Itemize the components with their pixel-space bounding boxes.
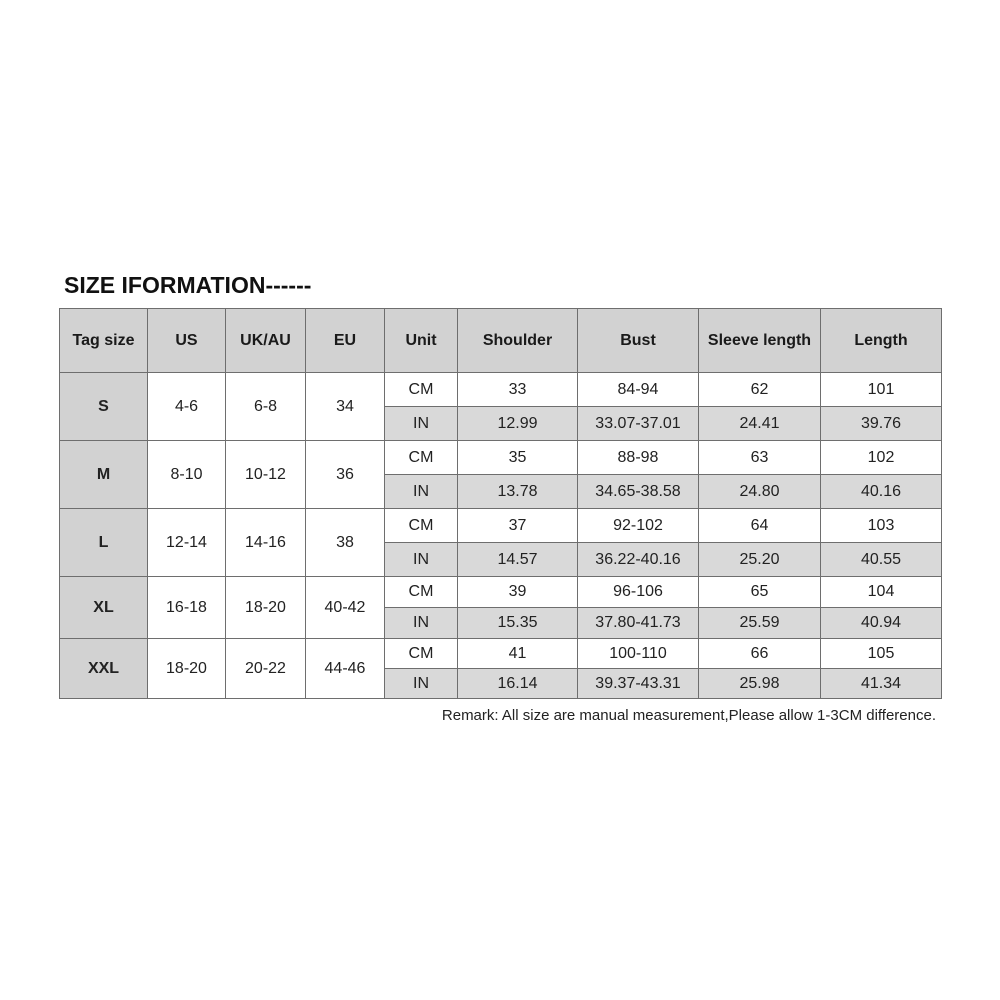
- shoulder-cell: 41: [458, 639, 578, 669]
- header-bust: Bust: [578, 309, 699, 373]
- length-cell: 103: [821, 509, 942, 543]
- tag-size-cell: S: [60, 373, 148, 441]
- sleeve-length-cell: 25.98: [699, 669, 821, 699]
- unit-cell: IN: [385, 669, 458, 699]
- header-uk-au: UK/AU: [226, 309, 306, 373]
- shoulder-cell: 14.57: [458, 543, 578, 577]
- uk-au-cell: 18-20: [226, 577, 306, 639]
- remark-note: Remark: All size are manual measurement,Please allow 1-3CM difference.: [441, 707, 936, 724]
- table-row: [60, 577, 942, 608]
- tag-size-cell: L: [60, 509, 148, 577]
- uk-au-cell: 6-8: [226, 373, 306, 441]
- length-cell: 105: [821, 639, 942, 669]
- us-cell: 4-6: [148, 373, 226, 441]
- table-row: [60, 509, 942, 543]
- length-cell: 101: [821, 373, 942, 407]
- shoulder-cell: 33: [458, 373, 578, 407]
- page-title: SIZE IFORMATION------: [64, 272, 312, 298]
- unit-cell: CM: [385, 373, 458, 407]
- unit-cell: CM: [385, 509, 458, 543]
- shoulder-cell: 13.78: [458, 475, 578, 509]
- unit-cell: CM: [385, 441, 458, 475]
- eu-cell: 38: [306, 509, 385, 577]
- us-cell: 12-14: [148, 509, 226, 577]
- us-cell: 16-18: [148, 577, 226, 639]
- us-cell: 18-20: [148, 639, 226, 699]
- shoulder-cell: 35: [458, 441, 578, 475]
- tag-size-cell: M: [60, 441, 148, 509]
- eu-cell: 44-46: [306, 639, 385, 699]
- shoulder-cell: 15.35: [458, 608, 578, 639]
- shoulder-cell: 16.14: [458, 669, 578, 699]
- header-length: Length: [821, 309, 942, 373]
- uk-au-cell: 14-16: [226, 509, 306, 577]
- bust-cell: 100-110: [578, 639, 699, 669]
- tag-size-cell: XL: [60, 577, 148, 639]
- table-row: [60, 441, 942, 475]
- unit-cell: IN: [385, 407, 458, 441]
- bust-cell: 39.37-43.31: [578, 669, 699, 699]
- length-cell: 40.55: [821, 543, 942, 577]
- sleeve-length-cell: 65: [699, 577, 821, 608]
- shoulder-cell: 39: [458, 577, 578, 608]
- unit-cell: IN: [385, 475, 458, 509]
- sleeve-length-cell: 25.59: [699, 608, 821, 639]
- sleeve-length-cell: 64: [699, 509, 821, 543]
- uk-au-cell: 20-22: [226, 639, 306, 699]
- table-row: [60, 373, 942, 407]
- header-us: US: [148, 309, 226, 373]
- header-eu: EU: [306, 309, 385, 373]
- shoulder-cell: 37: [458, 509, 578, 543]
- length-cell: 39.76: [821, 407, 942, 441]
- length-cell: 40.94: [821, 608, 942, 639]
- uk-au-cell: 10-12: [226, 441, 306, 509]
- bust-cell: 36.22-40.16: [578, 543, 699, 577]
- unit-cell: IN: [385, 543, 458, 577]
- eu-cell: 40-42: [306, 577, 385, 639]
- bust-cell: 92-102: [578, 509, 699, 543]
- length-cell: 40.16: [821, 475, 942, 509]
- length-cell: 102: [821, 441, 942, 475]
- eu-cell: 34: [306, 373, 385, 441]
- eu-cell: 36: [306, 441, 385, 509]
- sleeve-length-cell: 25.20: [699, 543, 821, 577]
- shoulder-cell: 12.99: [458, 407, 578, 441]
- sleeve-length-cell: 63: [699, 441, 821, 475]
- length-cell: 104: [821, 577, 942, 608]
- sleeve-length-cell: 24.41: [699, 407, 821, 441]
- sleeve-length-cell: 62: [699, 373, 821, 407]
- header-unit: Unit: [385, 309, 458, 373]
- sleeve-length-cell: 24.80: [699, 475, 821, 509]
- header-tag-size: Tag size: [60, 309, 148, 373]
- size-table: [59, 308, 942, 699]
- header-shoulder: Shoulder: [458, 309, 578, 373]
- header-row: [60, 309, 942, 373]
- unit-cell: IN: [385, 608, 458, 639]
- table-row: [60, 639, 942, 669]
- bust-cell: 34.65-38.58: [578, 475, 699, 509]
- us-cell: 8-10: [148, 441, 226, 509]
- bust-cell: 88-98: [578, 441, 699, 475]
- bust-cell: 33.07-37.01: [578, 407, 699, 441]
- length-cell: 41.34: [821, 669, 942, 699]
- unit-cell: CM: [385, 639, 458, 669]
- sleeve-length-cell: 66: [699, 639, 821, 669]
- tag-size-cell: XXL: [60, 639, 148, 699]
- bust-cell: 84-94: [578, 373, 699, 407]
- header-sleeve-length: Sleeve length: [699, 309, 821, 373]
- unit-cell: CM: [385, 577, 458, 608]
- bust-cell: 96-106: [578, 577, 699, 608]
- bust-cell: 37.80-41.73: [578, 608, 699, 639]
